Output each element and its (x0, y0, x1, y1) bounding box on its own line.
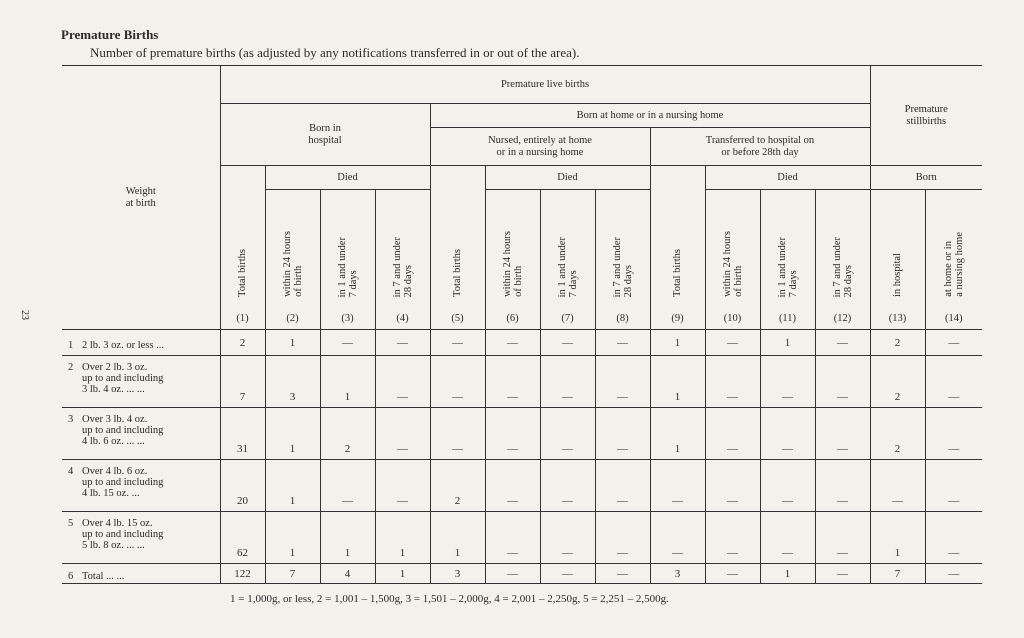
col-10-num: (10) (723, 313, 742, 324)
col-6-header (485, 190, 540, 330)
row-weight-label: Over 3 lb. 4 oz. up to and including 4 lb. 6 oz. ... ... (82, 414, 164, 447)
table-cell: — (430, 356, 485, 408)
col-13-label: in hospital (892, 252, 903, 297)
table-cell: 62 (220, 512, 265, 564)
header-transferred: Transferred to hospital on or before 28th day (650, 128, 870, 166)
table-cell: 2 (870, 330, 925, 356)
col-5-header (430, 166, 485, 330)
col-9-num: (9) (671, 313, 684, 324)
table-cell: 1 (375, 564, 430, 584)
table-cell: — (485, 356, 540, 408)
table-cell: 1 (265, 330, 320, 356)
header-born: Born (870, 166, 982, 190)
col-1-header (220, 166, 265, 330)
table-cell: — (540, 408, 595, 460)
col-3-num: (3) (341, 313, 354, 324)
table-cell: — (925, 330, 982, 356)
page-number: 23 (19, 310, 30, 320)
table-row (62, 460, 982, 512)
col-4-num: (4) (396, 313, 409, 324)
header-weight: Weight at birth (62, 66, 220, 330)
table-cell: 1 (760, 564, 815, 584)
table-cell: 1 (265, 408, 320, 460)
table-cell: — (375, 460, 430, 512)
table-cell: — (595, 408, 650, 460)
col-4-header (375, 190, 430, 330)
row-label (62, 564, 220, 584)
col-8-header (595, 190, 650, 330)
row-number: 6 (68, 571, 74, 582)
col-5-label: Total births (452, 249, 463, 297)
table-cell: 4 (320, 564, 375, 584)
row-number: 3 (68, 414, 74, 425)
col-6-num: (6) (506, 313, 519, 324)
table-cell: — (375, 408, 430, 460)
header-died-transferred: Died (705, 166, 870, 190)
col-11-num: (11) (778, 313, 797, 324)
col-10-label: within 24 hours of birth (721, 231, 744, 297)
table-cell: — (595, 564, 650, 584)
row-label (62, 356, 220, 408)
table-cell: 2 (220, 330, 265, 356)
col-10-header (705, 190, 760, 330)
table-cell: — (430, 408, 485, 460)
table-cell: — (815, 356, 870, 408)
table-cell: — (815, 408, 870, 460)
table-cell: — (815, 460, 870, 512)
col-8-num: (8) (616, 313, 629, 324)
row-weight-label: 2 lb. 3 oz. or less ... (82, 340, 164, 351)
table-cell: — (760, 356, 815, 408)
col-1-label: Total births (237, 249, 248, 297)
row-label (62, 460, 220, 512)
row-weight-label: Over 2 lb. 3 oz. up to and including 3 lb. 4 oz. ... ... (82, 362, 164, 395)
table-cell: — (485, 564, 540, 584)
table-row (62, 564, 982, 584)
table-cell: — (815, 512, 870, 564)
col-11-label: in 1 and under 7 days (776, 236, 799, 297)
table-cell: 1 (430, 512, 485, 564)
page-subtitle: Number of premature births (as adjusted by any notifications transferred in or out of the area). (90, 45, 580, 60)
table-cell: — (705, 408, 760, 460)
table-cell: — (705, 330, 760, 356)
table-cell: — (540, 330, 595, 356)
row-weight-label: Total ... ... (82, 571, 125, 582)
footnote: 1 = 1,000g, or less, 2 = 1,001 – 1,500g, 3 = 1,501 – 2,000g, 4 = 2,001 – 2,250g, 5 = 2,251 – 2,500g. (230, 593, 669, 605)
table-row (62, 356, 982, 408)
table-cell: 1 (870, 512, 925, 564)
table-cell: 2 (870, 356, 925, 408)
col-2-header (265, 190, 320, 330)
table-cell: — (485, 512, 540, 564)
table-cell: — (540, 460, 595, 512)
table-cell: — (650, 460, 705, 512)
row-number: 2 (68, 362, 74, 373)
row-weight-label: Over 4 lb. 15 oz. up to and including 5 lb. 8 oz. ... ... (82, 518, 164, 551)
header-born-in-hospital: Born in hospital (220, 104, 430, 166)
header-died-hospital: Died (265, 166, 430, 190)
table-cell: — (595, 330, 650, 356)
table-cell: 2 (870, 408, 925, 460)
table-cell: — (705, 460, 760, 512)
table-cell: — (595, 460, 650, 512)
table-cell: 122 (220, 564, 265, 584)
table-cell: — (925, 564, 982, 584)
table-body (62, 330, 982, 584)
table-cell: 1 (320, 356, 375, 408)
premature-births-table (62, 65, 982, 584)
col-3-label: in 1 and under 7 days (336, 236, 359, 297)
table-cell: — (320, 460, 375, 512)
col-12-header (815, 190, 870, 330)
col-14-label: at home or in a nursing home (942, 232, 965, 297)
table-cell: 1 (650, 408, 705, 460)
col-7-header (540, 190, 595, 330)
table-cell: — (760, 460, 815, 512)
table-cell: — (705, 512, 760, 564)
header-nursed-home: Nursed, entirely at home or in a nursing home (430, 128, 650, 166)
table-cell: 1 (760, 330, 815, 356)
col-7-label: in 1 and under 7 days (556, 236, 579, 297)
table-cell: 7 (265, 564, 320, 584)
table-cell: 1 (265, 512, 320, 564)
table-cell: — (925, 460, 982, 512)
table-row (62, 330, 982, 356)
table-cell: 2 (430, 460, 485, 512)
col-2-label: within 24 hours of birth (281, 231, 304, 297)
table-cell: — (540, 564, 595, 584)
header-born-at-home: Born at home or in a nursing home (430, 104, 870, 128)
table-cell: — (595, 356, 650, 408)
table-cell: — (925, 512, 982, 564)
table-cell: 7 (220, 356, 265, 408)
table-cell: — (375, 330, 430, 356)
row-label (62, 330, 220, 356)
col-9-label: Total births (672, 249, 683, 297)
table-cell: — (705, 564, 760, 584)
col-4-label: in 7 and under 28 days (391, 236, 414, 297)
col-14-header (925, 190, 982, 330)
header-premature-stillbirths: Premature stillbirths (870, 66, 982, 166)
page-title: Premature Births (61, 27, 159, 42)
row-weight-label: Over 4 lb. 6 oz. up to and including 4 lb. 15 oz. ... (82, 466, 164, 499)
row-number: 5 (68, 518, 74, 529)
table-cell: — (430, 330, 485, 356)
table-cell: — (540, 356, 595, 408)
header-died-nursed: Died (485, 166, 650, 190)
col-9-header (650, 166, 705, 330)
table-row (62, 408, 982, 460)
table-cell: 20 (220, 460, 265, 512)
table-cell: 2 (320, 408, 375, 460)
col-1-num: (1) (236, 313, 249, 324)
table-cell: — (815, 564, 870, 584)
col-5-num: (5) (451, 313, 464, 324)
row-number: 4 (68, 466, 74, 477)
col-3-header (320, 190, 375, 330)
row-number: 1 (68, 340, 74, 351)
row-label (62, 408, 220, 460)
table-cell: — (485, 460, 540, 512)
table-cell: 31 (220, 408, 265, 460)
table-cell: 1 (650, 356, 705, 408)
table-cell: 1 (650, 330, 705, 356)
col-6-label: within 24 hours of birth (501, 231, 524, 297)
header-premature-live-births: Premature live births (220, 66, 870, 104)
table-cell: — (650, 512, 705, 564)
table-cell: 1 (320, 512, 375, 564)
table-cell: — (595, 512, 650, 564)
table-cell: 3 (650, 564, 705, 584)
table-cell: — (540, 512, 595, 564)
table-row (62, 512, 982, 564)
table-cell: — (485, 330, 540, 356)
table-cell: 3 (265, 356, 320, 408)
table-cell: — (925, 408, 982, 460)
table-cell: — (760, 408, 815, 460)
table-cell: 7 (870, 564, 925, 584)
table-cell: 1 (265, 460, 320, 512)
col-13-header (870, 190, 925, 330)
col-7-num: (7) (561, 313, 574, 324)
table-cell: — (320, 330, 375, 356)
col-14-num: (14) (945, 313, 963, 324)
col-2-num: (2) (286, 313, 299, 324)
col-12-num: (12) (833, 313, 852, 324)
col-13-num: (13) (888, 313, 907, 324)
col-11-header (760, 190, 815, 330)
row-label (62, 512, 220, 564)
table-cell: 1 (375, 512, 430, 564)
table-cell: — (705, 356, 760, 408)
table-cell: — (870, 460, 925, 512)
table-cell: 3 (430, 564, 485, 584)
table-cell: — (815, 330, 870, 356)
table-cell: — (375, 356, 430, 408)
col-12-label: in 7 and under 28 days (831, 236, 854, 297)
table-cell: — (760, 512, 815, 564)
table-cell: — (485, 408, 540, 460)
table-cell: — (925, 356, 982, 408)
col-8-label: in 7 and under 28 days (611, 236, 634, 297)
